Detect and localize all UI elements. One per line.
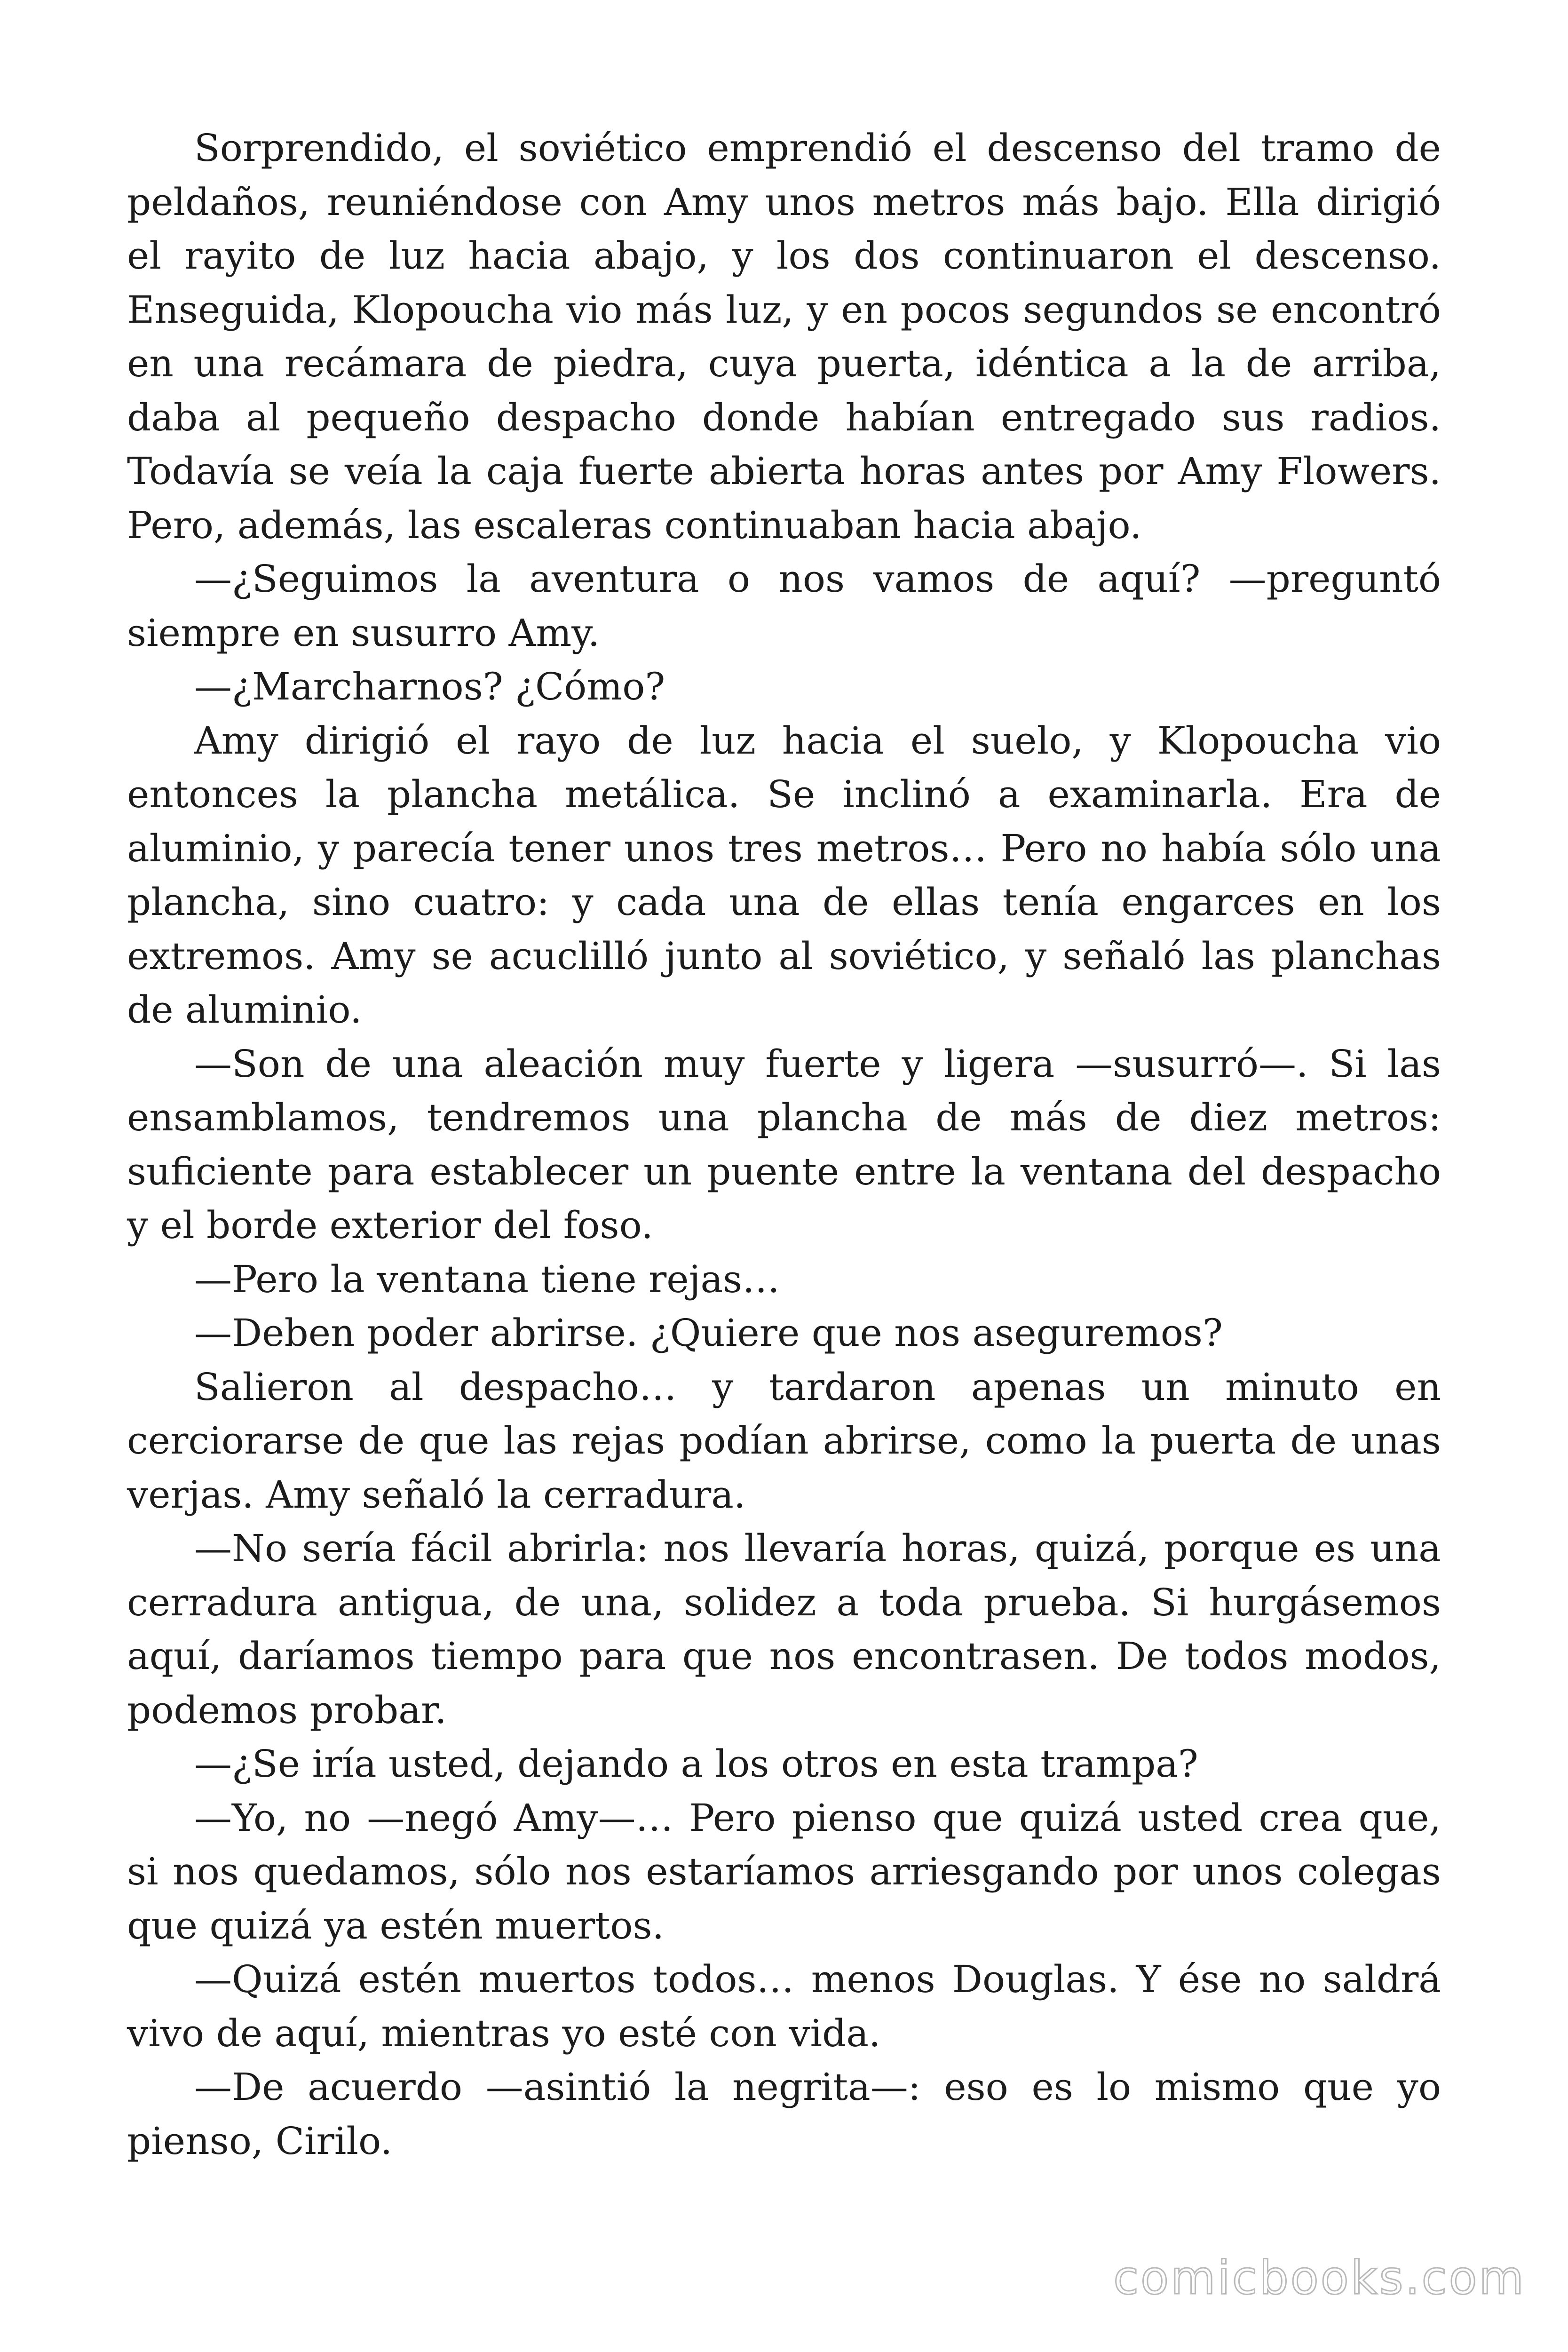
paragraph: —Deben poder abrirse. ¿Quiere que nos aseguremos? [194,1311,1223,1355]
paragraph: Sorprendido, el soviético emprendió el descenso del tramo de peldaños, reuniéndose con Amy unos metros más bajo. Ella dirigió el rayito de luz hacia abajo, y los dos continuaron el descenso. Enseguida, Klopoucha vio más luz, y en pocos segundos se encontró en una recámara de piedra, cuya puerta, idéntica a la de arriba, daba al pequeño despacho donde habían entregado sus radios. Todavía se veía la caja fuerte abierta horas antes por Amy Flowers. Pero, además, las escaleras continuaban hacia abajo. [127,126,1441,547]
paragraph: —Yo, no —negó Amy—… Pero pienso que quizá usted crea que, si nos quedamos, sólo nos estaríamos arriesgando por unos colegas que quizá ya estén muertos. [127,1796,1441,1947]
paragraph: —¿Seguimos la aventura o nos vamos de aquí? —preguntó siempre en susurro Amy. [127,557,1441,655]
watermark: comicbooks.com [1113,2251,1526,2305]
paragraph: —¿Marcharnos? ¿Cómo? [194,665,665,708]
paragraph: —Son de una aleación muy fuerte y ligera —susurró—. Si las ensamblamos, tendremos una plancha de más de diez metros: suficiente para establecer un puente entre la ventana del despacho y el borde exterior del foso. [127,1041,1441,1247]
paragraph: —De acuerdo —asintió la negrita—: eso es lo mismo que yo pienso, Cirilo. [127,2065,1441,2163]
paragraph: —Quizá estén muertos todos… menos Douglas. Y ése no saldrá vivo de aquí, mientras yo esté con vida. [127,1957,1441,2055]
paragraph: —Pero la ventana tiene rejas… [194,1257,780,1301]
paragraph: —¿Se iría usted, dejando a los otros en esta trampa? [194,1742,1198,1786]
paragraph: Amy dirigió el rayo de luz hacia el suelo, y Klopoucha vio entonces la plancha metálica. Se inclinó a examinarla. Era de aluminio, y parecía tener unos tres metros… Pero no había sólo una plancha, sino cuatro: y cada una de ellas tenía engarces en los extremos. Amy se acuclilló junto al soviético, y señaló las planchas de aluminio. [127,718,1441,1032]
paragraph: —No sería fácil abrirla: nos llevaría horas, quizá, porque es una cerradura antigua, de una, solidez a toda prueba. Si hurgásemos aquí, daríamos tiempo para que nos encontrasen. De todos modos, podemos probar. [127,1526,1441,1732]
paragraph: Salieron al despacho… y tardaron apenas un minuto en cerciorarse de que las rejas podían abrirse, como la puerta de unas verjas. Amy señaló la cerradura. [127,1365,1441,1517]
page-text [127,121,1441,2168]
